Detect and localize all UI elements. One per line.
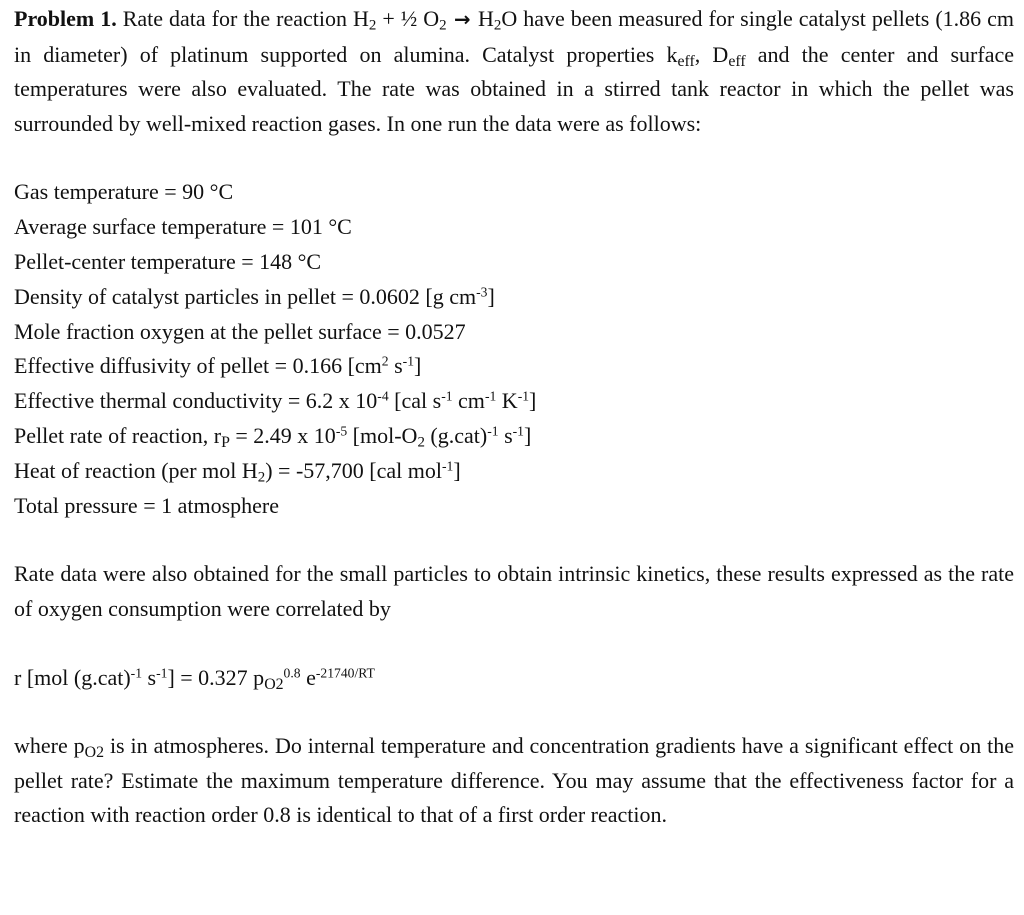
density-close: ]	[487, 283, 495, 309]
data-density	[14, 280, 1014, 315]
conductivity-unit-2: cm	[452, 388, 485, 414]
conductivity-exp-3: -1	[484, 388, 497, 404]
question-po2-sub: O2	[84, 744, 105, 762]
conductivity-exp-2: -1	[441, 388, 453, 404]
heat-exp: -1	[441, 458, 454, 474]
reaction-o2: O	[417, 6, 440, 31]
problem-heading: Problem 1.	[14, 6, 117, 31]
reaction-h2: H	[353, 6, 369, 31]
rate-law-equation	[14, 661, 1014, 696]
heat-text: Heat of reaction (per mol H	[14, 457, 258, 483]
conductivity-close: ]	[529, 388, 537, 414]
heat-close: ]	[453, 457, 461, 483]
eq-arrhenius-exp: -21740/RT	[315, 665, 375, 681]
eq-mid: ] = 0.327 p	[167, 664, 265, 690]
question-paragraph	[14, 729, 1014, 833]
rate-unit-1: [mol-O	[347, 422, 418, 448]
intrinsic-kinetics-paragraph: Rate data were also obtained for the small particles to obtain intrinsic kinetics, these results expressed as the rate of oxygen consumption were correlated by	[14, 561, 1014, 621]
eq-exp-2: -1	[156, 665, 168, 681]
reaction-h2o-sub: 2	[493, 17, 502, 34]
question-where: where p	[14, 733, 85, 759]
eq-po2-sub: O2	[264, 675, 284, 693]
rate-close: ]	[524, 422, 532, 448]
data-total-pressure: Total pressure = 1 atmosphere	[14, 492, 280, 518]
conductivity-text: Effective thermal conductivity = 6.2 x 10	[14, 388, 378, 414]
rate-o2-sub: 2	[417, 434, 425, 451]
density-exponent: -3	[476, 284, 488, 300]
reaction-half: ½	[400, 6, 418, 31]
conductivity-unit-1: [cal s	[388, 388, 442, 414]
question-text: is in atmospheres. Do internal temperature and concentration gradients have a significant effect on the pellet rate? Estimate the maximum temperature difference. You may assume that the effectiveness factor for a reaction with reaction order 0.8 is identical to that of a first order reaction.	[14, 733, 1014, 828]
reaction-plus: +	[376, 6, 401, 31]
conductivity-exp: -4	[377, 388, 389, 404]
rate-text: Pellet rate of reaction, r	[14, 422, 222, 448]
rate-unit-2: (g.cat)	[424, 422, 488, 448]
rate-value: = 2.49 x 10	[229, 422, 336, 448]
reaction-h2o-o: O	[501, 6, 518, 31]
diffusivity-exp-2: -1	[402, 353, 415, 369]
reaction-h2-sub: 2	[368, 17, 377, 34]
reaction-h2o-h: H	[477, 6, 494, 31]
data-heat-of-reaction	[14, 454, 1014, 489]
diffusivity-close: ]	[414, 353, 422, 379]
reaction-arrow-icon: →	[446, 8, 478, 31]
diffusivity-exp-1: 2	[381, 353, 389, 369]
rate-unit-3: s	[498, 422, 513, 448]
eq-e: e	[300, 664, 316, 690]
heat-subscript: 2	[257, 469, 266, 486]
eq-lhs: r [mol (g.cat)	[14, 664, 131, 690]
intro-text-3: , D	[694, 41, 729, 67]
intro-text: Rate data for the reaction	[122, 6, 348, 31]
eq-exp-1: -1	[130, 665, 143, 681]
eq-s: s	[142, 664, 157, 690]
diffusivity-text: Effective diffusivity of pellet = 0.166 [cm	[14, 353, 382, 379]
density-text: Density of catalyst particles in pellet = 0.0602 [g cm	[14, 283, 477, 309]
data-mole-fraction-oxygen: Mole fraction oxygen at the pellet surface = 0.0527	[14, 318, 466, 344]
problem-intro-paragraph	[14, 0, 1014, 141]
data-average-surface-temperature: Average surface temperature = 101 °C	[14, 214, 352, 240]
conductivity-exp-4: -1	[517, 388, 530, 404]
intro-text-4: and the center and surface temperatures were also evaluated. The rate was obtained in a stirred tank reactor in which the pellet was surrounded by well-mixed reaction gases. In one run the data were as follows:	[14, 41, 1015, 136]
reaction-equation	[353, 6, 518, 34]
data-pellet-center-temperature: Pellet-center temperature = 148 °C	[14, 248, 322, 274]
keff-subscript: eff	[677, 52, 695, 70]
data-effective-diffusivity	[14, 349, 1014, 384]
data-pellet-rate	[14, 419, 1014, 454]
given-data-list	[14, 175, 1014, 523]
rate-subscript: P	[221, 433, 230, 451]
eq-order-exp: 0.8	[283, 665, 301, 681]
intro-text-2: have been measured for single catalyst pellets (1.86 cm in diameter) of platinum supported on alumina. Catalyst properties k	[14, 6, 1015, 67]
data-gas-temperature: Gas temperature = 90 °C	[14, 179, 234, 205]
diffusivity-s: s	[388, 353, 403, 379]
rate-exp-3: -1	[512, 423, 524, 439]
deff-subscript: eff	[728, 52, 746, 70]
data-thermal-conductivity	[14, 384, 1014, 419]
reaction-o2-sub: 2	[439, 17, 447, 34]
problem-document	[14, 0, 1014, 833]
heat-value: ) = -57,700 [cal mol	[265, 457, 442, 483]
rate-exp: -5	[335, 423, 348, 439]
rate-exp-2: -1	[487, 423, 499, 439]
conductivity-unit-3: K	[496, 388, 518, 414]
